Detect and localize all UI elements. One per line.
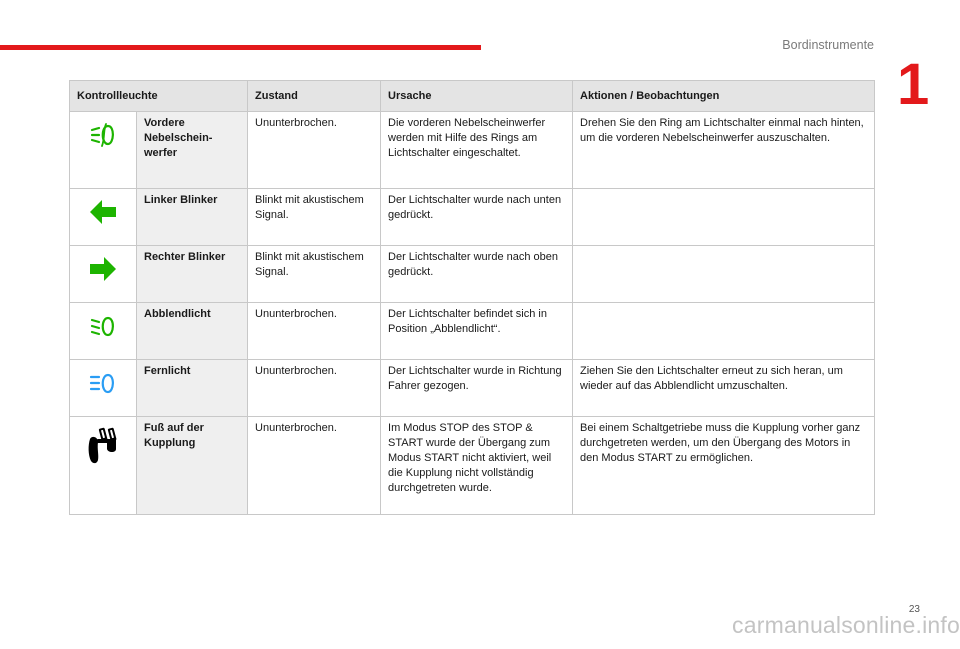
icon-cell [70,417,137,515]
table-row [70,417,875,515]
table-header-row [70,81,875,112]
action-cell: Bei einem Schaltgetriebe muss die Kupplung vorher ganz durchgetreten werden, um den Übergang des Motors in den Modus START zu ermöglichen. [573,417,875,515]
action-cell [573,189,875,246]
action-cell [573,246,875,303]
column-header-state: Zustand [248,81,381,112]
warning-lights-table [69,80,875,515]
cause-cell: Im Modus STOP des STOP & START wurde der Übergang zum Modus START nicht aktiviert, weil die Kupplung nicht vollständig durchgetreten wurde. [381,417,573,515]
icon-cell [70,303,137,360]
low-beam-icon [88,311,118,341]
indicator-name: Fernlicht [137,360,248,417]
action-cell [573,303,875,360]
indicator-name: Abblendlicht [137,303,248,360]
cause-cell: Der Lichtschalter befindet sich in Position „Abblendlicht“. [381,303,573,360]
right-turn-arrow-icon [88,254,118,284]
front-fog-light-icon [88,120,118,150]
header-accent-bar [0,45,481,50]
cause-cell: Die vorderen Nebelscheinwerfer werden mit Hilfe des Rings am Lichtschalter eingeschaltet. [381,112,573,189]
column-header-cause: Ursache [381,81,573,112]
watermark: carmanualsonline.info [732,612,960,638]
action-cell: Ziehen Sie den Lichtschalter erneut zu sich heran, um wieder auf das Abblendlicht umzuschalten. [573,360,875,417]
foot-on-clutch-icon [85,425,121,465]
table-row [70,112,875,189]
high-beam-icon [88,368,118,398]
indicator-name: Fuß auf der Kupplung [137,417,248,515]
state-cell: Ununterbrochen. [248,112,381,189]
column-header-actions: Aktionen / Beobachtungen [573,81,875,112]
state-cell: Blinkt mit akustischem Signal. [248,246,381,303]
state-cell: Blinkt mit akustischem Signal. [248,189,381,246]
column-header-indicator: Kontrollleuchte [70,81,248,112]
cause-cell: Der Lichtschalter wurde in Richtung Fahrer gezogen. [381,360,573,417]
state-cell: Ununterbrochen. [248,417,381,515]
icon-cell [70,246,137,303]
state-cell: Ununterbrochen. [248,303,381,360]
table-row [70,360,875,417]
table-row [70,246,875,303]
state-cell: Ununterbrochen. [248,360,381,417]
section-title: Bordinstrumente [782,38,874,52]
cause-cell: Der Lichtschalter wurde nach oben gedrückt. [381,246,573,303]
left-turn-arrow-icon [88,197,118,227]
indicator-name: Linker Blinker [137,189,248,246]
cause-cell: Der Lichtschalter wurde nach unten gedrückt. [381,189,573,246]
table-row [70,303,875,360]
icon-cell [70,189,137,246]
indicator-name: Vordere Nebelschein-werfer [137,112,248,189]
icon-cell [70,360,137,417]
table-row [70,189,875,246]
chapter-number: 1 [897,52,930,117]
page-number: 23 [908,604,920,615]
icon-cell [70,112,137,189]
indicator-name: Rechter Blinker [137,246,248,303]
action-cell: Drehen Sie den Ring am Lichtschalter einmal nach hinten, um die vorderen Nebelscheinwerfer auszuschalten. [573,112,875,189]
